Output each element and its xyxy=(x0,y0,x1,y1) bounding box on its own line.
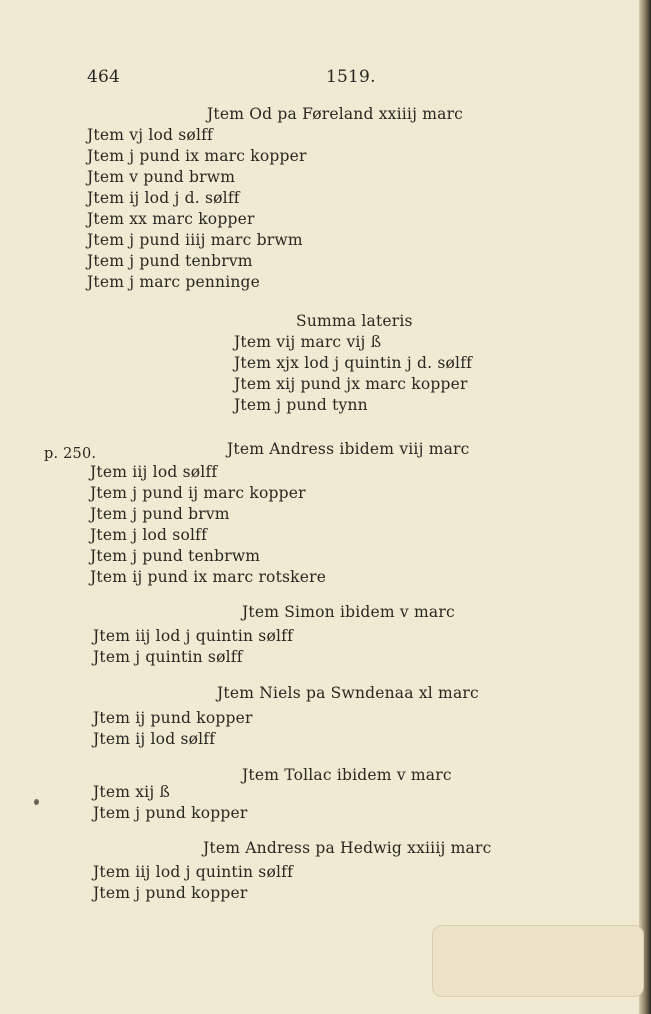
entry-line: Jtem j pund brvm xyxy=(90,505,230,523)
entry-line: Jtem iij lod sølff xyxy=(90,463,218,481)
entry-line: Jtem ij pund kopper xyxy=(93,709,253,727)
entry-heading: Jtem Od pa Føreland xxiiij marc xyxy=(207,105,464,123)
entry-line: Jtem ij lod sølff xyxy=(93,730,216,748)
entry-line: Jtem j pund tenbrwm xyxy=(90,547,261,565)
page-year: 1519. xyxy=(326,67,376,87)
entry-line: Jtem j pund ix marc kopper xyxy=(87,147,307,165)
entry-heading: Jtem Andress ibidem viij marc xyxy=(227,440,470,458)
page-number: 464 xyxy=(87,67,121,87)
entry-line: Jtem j pund iiij marc brwm xyxy=(87,231,303,249)
entry-heading: Jtem Andress pa Hedwig xxiiij marc xyxy=(203,839,492,857)
entry-line: Jtem j pund tenbrvm xyxy=(87,252,253,270)
paper-stain xyxy=(432,925,644,997)
entry-line: Jtem iij lod j quintin sølff xyxy=(93,863,294,881)
summa-line: Jtem xij pund jx marc kopper xyxy=(234,375,468,393)
margin-page-reference: p. 250. xyxy=(44,446,97,462)
entry-line: Jtem v pund brwm xyxy=(87,168,236,186)
entry-line: Jtem xx marc kopper xyxy=(87,210,255,228)
entry-line: Jtem j pund kopper xyxy=(93,804,248,822)
entry-heading: Jtem Tollac ibidem v marc xyxy=(242,766,452,784)
entry-line: Jtem iij lod j quintin sølff xyxy=(93,627,294,645)
entry-line: Jtem j quintin sølff xyxy=(93,648,243,666)
entry-line: Jtem j marc penninge xyxy=(87,273,261,291)
entry-line: Jtem ij pund ix marc rotskere xyxy=(90,568,327,586)
entry-line: Jtem xij ß xyxy=(93,783,171,801)
summa-heading: Summa lateris xyxy=(296,312,413,330)
entry-line: Jtem j pund kopper xyxy=(93,884,248,902)
page-edge-shadow xyxy=(639,0,651,1014)
entry-heading: Jtem Niels pa Swndenaa xl marc xyxy=(217,684,479,702)
entry-line: Jtem j lod solff xyxy=(90,526,208,544)
entry-line: Jtem ij lod j d. sølff xyxy=(87,189,240,207)
summa-line: Jtem xjx lod j quintin j d. sølff xyxy=(234,354,473,372)
summa-line: Jtem vij marc vij ß xyxy=(234,333,382,351)
entry-heading: Jtem Simon ibidem v marc xyxy=(242,603,455,621)
summa-line: Jtem j pund tynn xyxy=(234,396,368,414)
entry-line: Jtem j pund ij marc kopper xyxy=(90,484,306,502)
entry-line: Jtem vj lod sølff xyxy=(87,126,213,144)
ink-spot xyxy=(34,799,39,805)
